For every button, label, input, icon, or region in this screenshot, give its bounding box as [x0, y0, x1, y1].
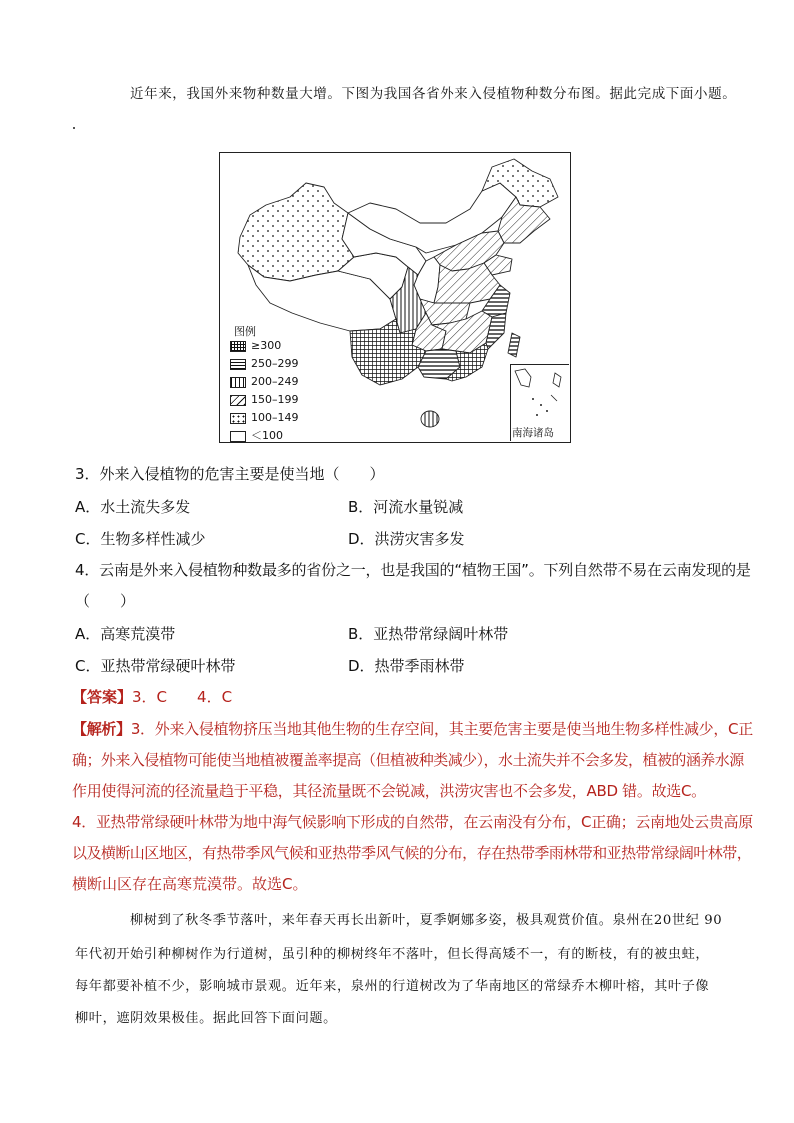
- question-4-option-c: C．亚热带常绿硬叶林带: [75, 657, 236, 675]
- legend-swatch-grid: [230, 341, 246, 352]
- question-3-option-d: D．洪涝灾害多发: [348, 530, 465, 548]
- analysis-line-5: 以及横断山区地区，有热带季风气候和亚热带季风气候的分布，存在热带季雨林带和亚热带常绿阔叶林带，: [72, 844, 752, 862]
- question-4-option-b: B．亚热带常绿阔叶林带: [348, 625, 509, 643]
- legend-swatch-dots: [230, 413, 246, 424]
- analysis-line-3: 作用使得河流的径流量趋于平稳，其径流量既不会锐减，洪涝灾害也不会多发，ABD 错。故选C。: [72, 782, 706, 800]
- question-4-stem-blank: （ ）: [75, 592, 136, 610]
- inset-graphic: [511, 365, 567, 425]
- legend-item-200-249: [230, 375, 299, 389]
- analysis-line-1: [72, 719, 753, 739]
- answer-text: 3．C 4．C: [132, 688, 233, 706]
- question-4-stem: 4．云南是外来入侵植物种数最多的省份之一，也是我国的“植物王国”。下列自然带不易在云南发现的是: [75, 561, 751, 579]
- legend-item-below-100: [230, 429, 283, 443]
- legend-item-150-199: [230, 393, 299, 407]
- answer-line: [72, 687, 232, 707]
- analysis-line-4: 4．亚热带常绿硬叶林带为地中海气候影响下形成的自然带，在云南没有分布，C正确；云南地处云贵高原: [72, 813, 753, 831]
- passage-line-1: 柳树到了秋冬季节落叶，来年春天再长出新叶，夏季婀娜多姿，极具观赏价值。泉州在20世纪 90: [130, 913, 723, 928]
- legend-title: 图例: [234, 325, 256, 338]
- stray-mark: [73, 127, 75, 129]
- passage-line-4: 柳叶，遮阴效果极佳。据此回答下面问题。: [75, 1011, 337, 1026]
- legend-swatch-diag: [230, 395, 246, 406]
- question-3-option-b: B．河流水量锐减: [348, 498, 464, 516]
- analysis-tag: 【解析】: [72, 720, 131, 738]
- legend-label: 150–199: [251, 393, 299, 406]
- answer-tag: 【答案】: [72, 688, 133, 706]
- passage-line-3: 每年都要补植不少，影响城市景观。近年来，泉州的行道树改为了华南地区的常绿乔木柳叶榕，其叶子像: [75, 979, 710, 994]
- passage-line-2: 年代初开始引种柳树作为行道树，虽引种的柳树终年不落叶，但长得高矮不一，有的断枝，有的被虫蛀，: [75, 947, 710, 962]
- question-3-option-a: A．水土流失多发: [75, 498, 191, 516]
- legend-label: ≥300: [251, 339, 282, 352]
- analysis-line-2: 确；外来入侵植物可能使当地植被覆盖率提高（但植被种类减少），水土流失并不会多发，植被的涵养水源: [72, 751, 744, 769]
- south-china-sea-inset: [510, 364, 569, 441]
- question-3-option-c: C．生物多样性减少: [75, 530, 206, 548]
- legend-swatch-hlines: [230, 359, 246, 370]
- question-3-stem: 3．外来入侵植物的危害主要是使当地（ ）: [75, 465, 385, 483]
- legend-swatch-blank: [230, 431, 246, 442]
- intro-text: 近年来，我国外来物种数量大增。下图为我国各省外来入侵植物种数分布图。据此完成下面小题。: [130, 86, 737, 102]
- legend-label: 250–299: [251, 357, 299, 370]
- question-4-option-a: A．高寒荒漠带: [75, 625, 176, 643]
- analysis-line-6: 横断山区存在高寒荒漠带。故选C。: [72, 875, 308, 893]
- analysis-text: 3．外来入侵植物挤压当地其他生物的生存空间，其主要危害主要是使当地生物多样性减少，C正: [130, 720, 753, 738]
- legend-item-250-299: [230, 357, 299, 371]
- legend-item-300-plus: [230, 339, 281, 353]
- legend-item-100-149: [230, 411, 299, 425]
- legend-label: 100–149: [251, 411, 299, 424]
- question-4-option-d: D．热带季雨林带: [348, 657, 465, 675]
- china-invasive-plants-map: [219, 152, 571, 443]
- legend-label: ＜100: [251, 429, 283, 442]
- inset-label: 南海诸岛: [512, 427, 554, 439]
- legend-swatch-vlines: [230, 377, 246, 388]
- legend-label: 200–249: [251, 375, 299, 388]
